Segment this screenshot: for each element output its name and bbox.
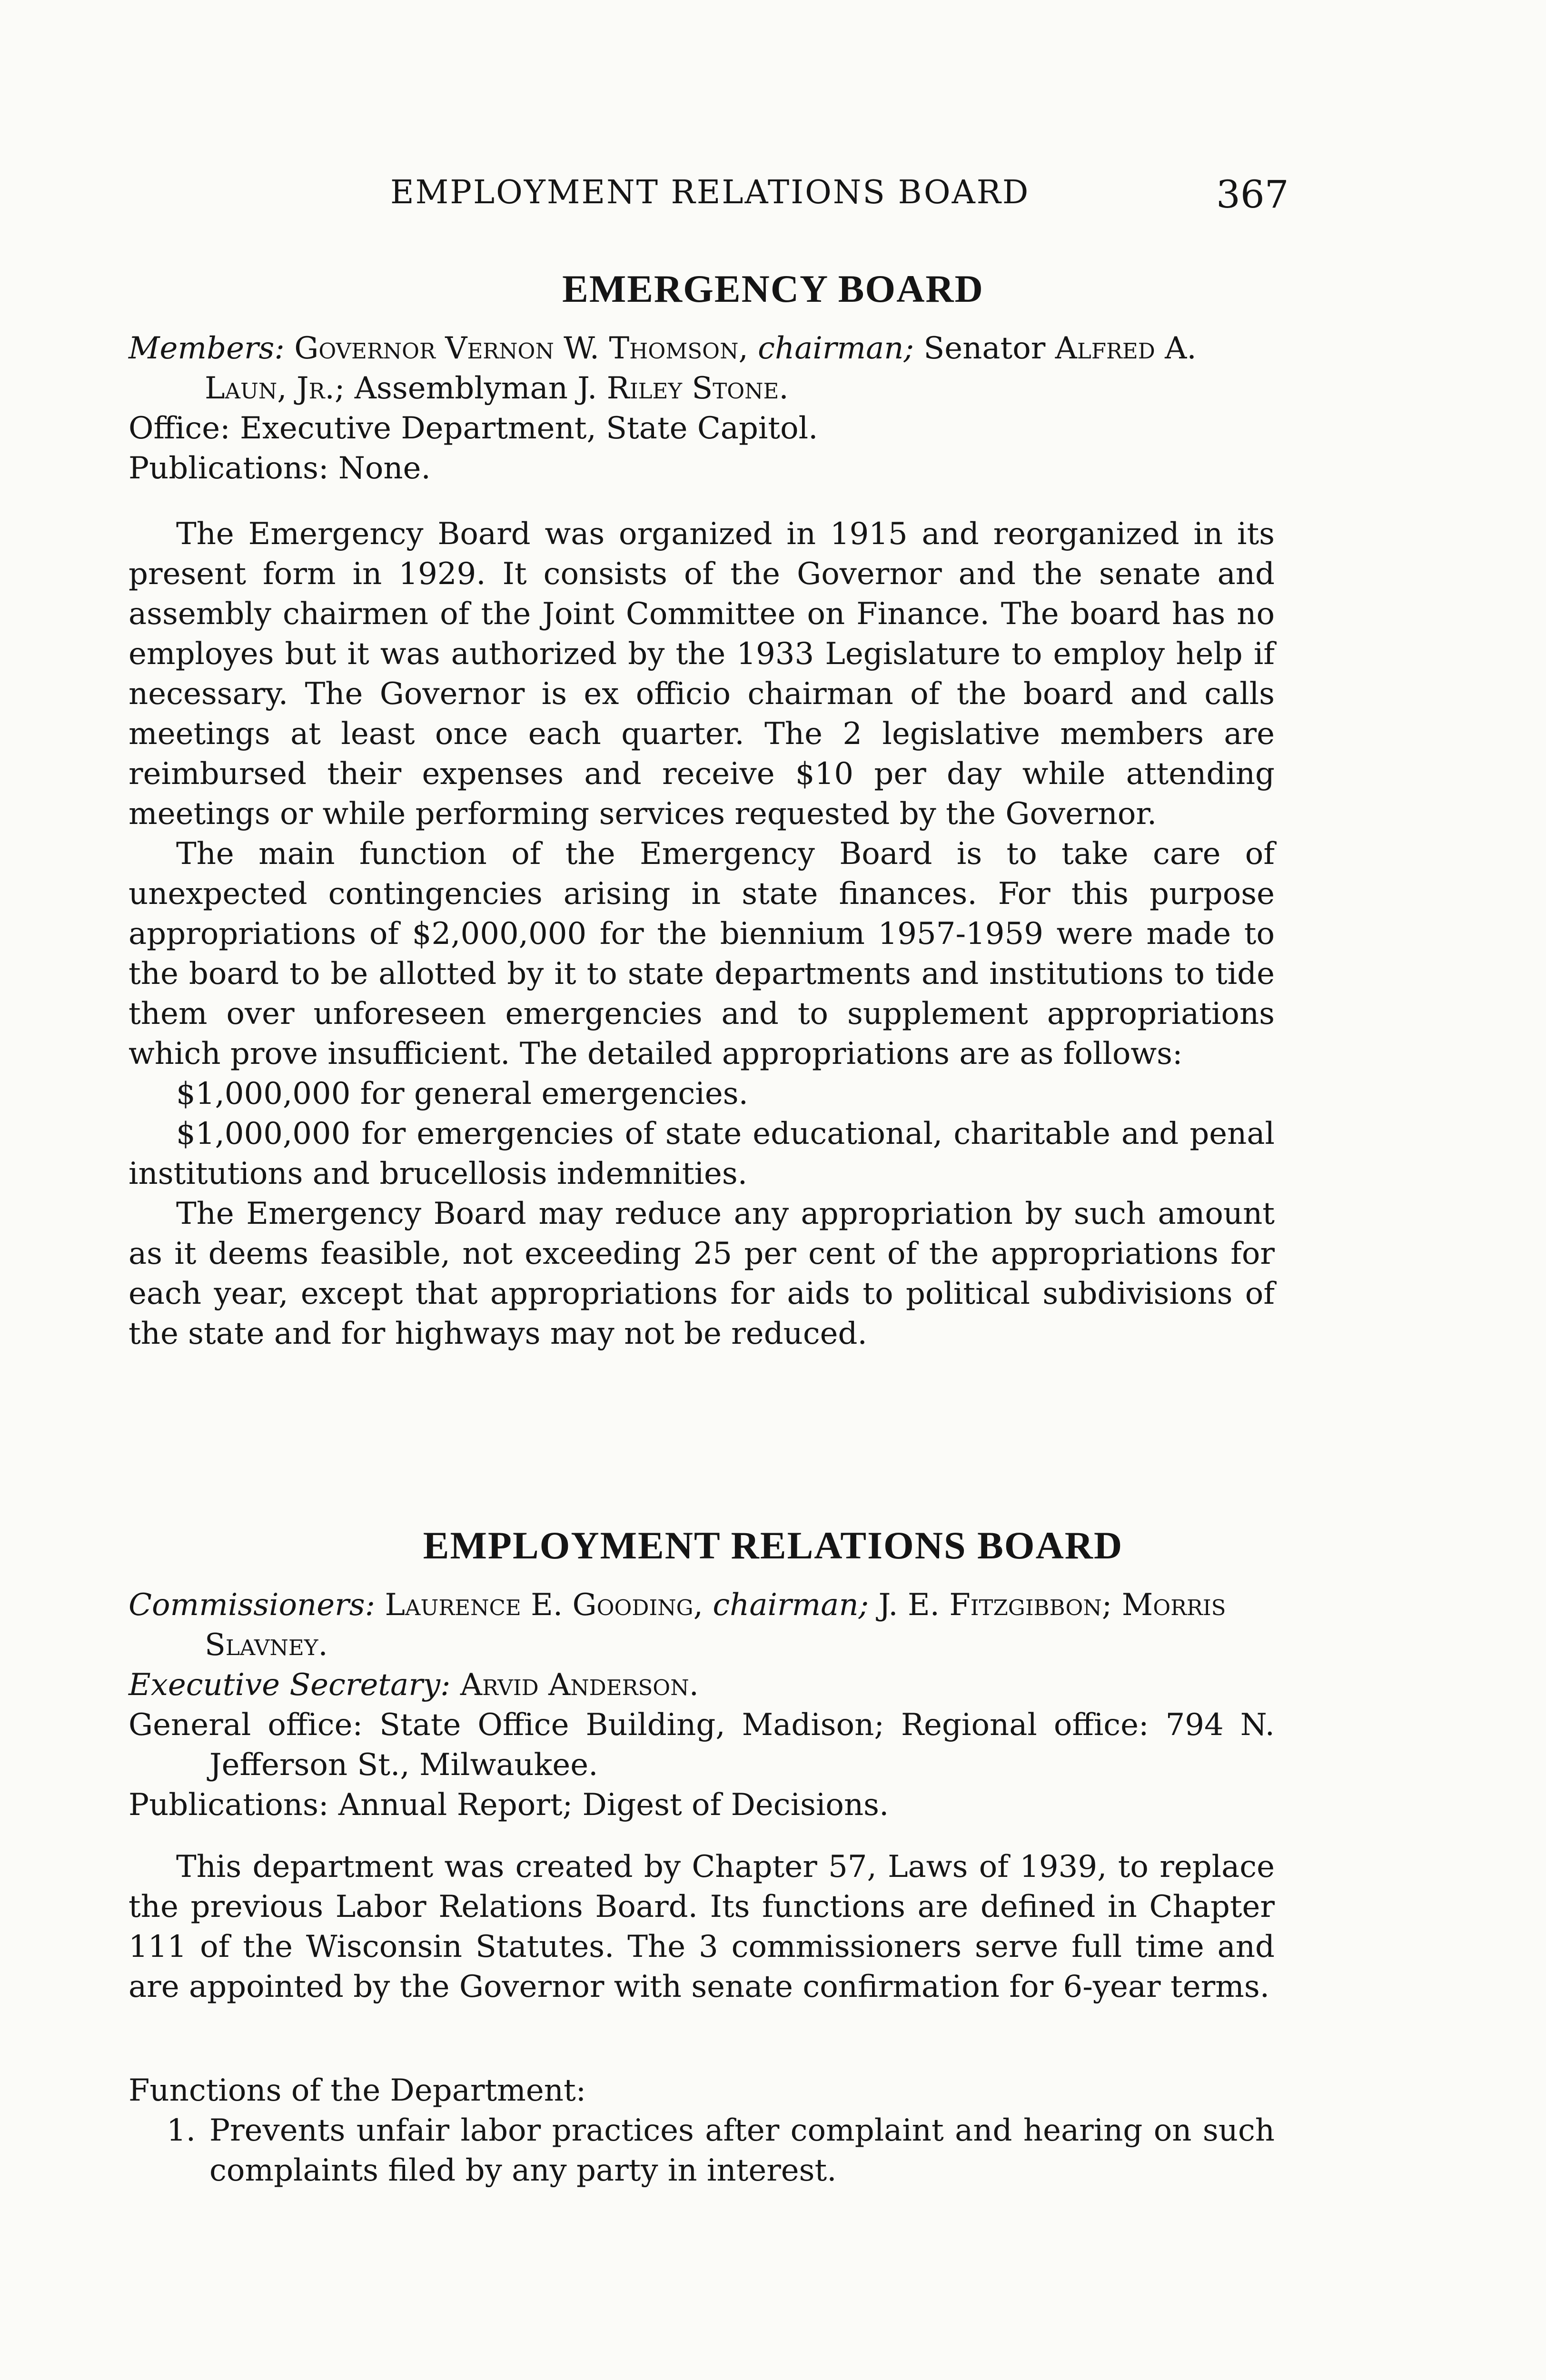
office-line: Office: Executive Department, State Capitol. [129, 411, 818, 446]
member-assemblyman: J. Riley Stone. [577, 371, 789, 406]
erb-directory [129, 1585, 1275, 1825]
executive-secretary-label: Executive Secretary: [129, 1667, 451, 1703]
erb-functions [129, 2071, 1275, 2191]
commissioners-label: Commissioners: [129, 1587, 376, 1623]
erb-description [129, 1847, 1275, 2007]
list-item-text: Prevents unfair labor practices after complaint and hearing on such complaints filed by any party in interest. [209, 2113, 1275, 2188]
list-item-number: 1. [167, 2113, 196, 2148]
executive-secretary-line [129, 1665, 1275, 1705]
page-number: 367 [1216, 172, 1289, 217]
emergency-board-directory [129, 328, 1275, 488]
office-line: General office: State Office Building, Madison; Regional office: 794 N. Jefferson St., Milwaukee. [129, 1707, 1275, 1783]
member-governor: Governor Vernon W. Thomson, [294, 331, 748, 366]
publications-line: Publications: Annual Report; Digest of Decisions. [129, 1787, 889, 1823]
list-item [129, 2111, 1275, 2191]
appropriation-item: $1,000,000 for general emergencies. [176, 1076, 748, 1111]
commissioner-chair: Laurence E. Gooding, [385, 1587, 703, 1623]
paragraph: The Emergency Board may reduce any appropriation by such amount as it deems feasible, not exceeding 25 per cent of the appropriations for each year, except that appropriations for aids to political subdivisions of the state and for highways may not be reduced. [129, 1196, 1275, 1351]
commissioner: J. E. Fitzgibbon; [878, 1587, 1112, 1623]
section-title-employment-relations-board: EMPLOYMENT RELATIONS BOARD [423, 1524, 1123, 1567]
executive-secretary-name: Arvid Anderson. [460, 1667, 699, 1703]
member-senator-prefix: Senator [923, 331, 1046, 366]
member-governor-role: chairman; [758, 331, 914, 366]
running-header: EMPLOYMENT RELATIONS BOARD [390, 174, 1030, 211]
appropriation-item: $1,000,000 for emergencies of state educational, charitable and penal institutions and brucellosis indemnities. [129, 1116, 1275, 1191]
member-assemblyman-prefix: Assemblyman [354, 371, 568, 406]
section-title-emergency-board: EMERGENCY BOARD [562, 267, 984, 310]
functions-heading: Functions of the Department: [129, 2073, 586, 2108]
paragraph: This department was created by Chapter 57, Laws of 1939, to replace the previous Labor Relations Board. Its functions are defined in Chapter 111 of the Wisconsin Statutes. The 3 commissioners serve full time and are appointed by the Governor with senate confirmation for 6-year terms. [129, 1849, 1275, 2004]
commissioner-chair-role: chairman; [713, 1587, 869, 1623]
paragraph: The main function of the Emergency Board is to take care of unexpected contingencies arising in state finances. For this purpose appropriations of $2,000,000 for the biennium 1957-1959 were made to the board to be allotted by it to state departments and institutions to tide them over unforeseen emergencies and to supplement appropriations which prove insufficient. The detailed appropriations are as follows: [129, 836, 1275, 1071]
members-label: Members: [129, 331, 285, 366]
paragraph: The Emergency Board was organized in 1915 and reorganized in its present form in 1929. It consists of the Governor and the senate and assembly chairmen of the Joint Committee on Finance. The board has no employes but it was authorized by the 1933 Legislature to employ help if necessary. The Governor is ex officio chairman of the board and calls meetings at least once each quarter. The 2 legislative members are reimbursed their expenses and receive $10 per day while attending meetings or while performing services requested by the Governor. [129, 516, 1275, 832]
member-senator: Alfred A. Laun, Jr.; [205, 331, 1197, 406]
emergency-board-description [129, 514, 1275, 1354]
members-line [129, 328, 1275, 408]
publications-line: Publications: None. [129, 451, 431, 486]
commissioner: Morris Slavney. [205, 1587, 1226, 1663]
commissioners-line [129, 1585, 1275, 1665]
